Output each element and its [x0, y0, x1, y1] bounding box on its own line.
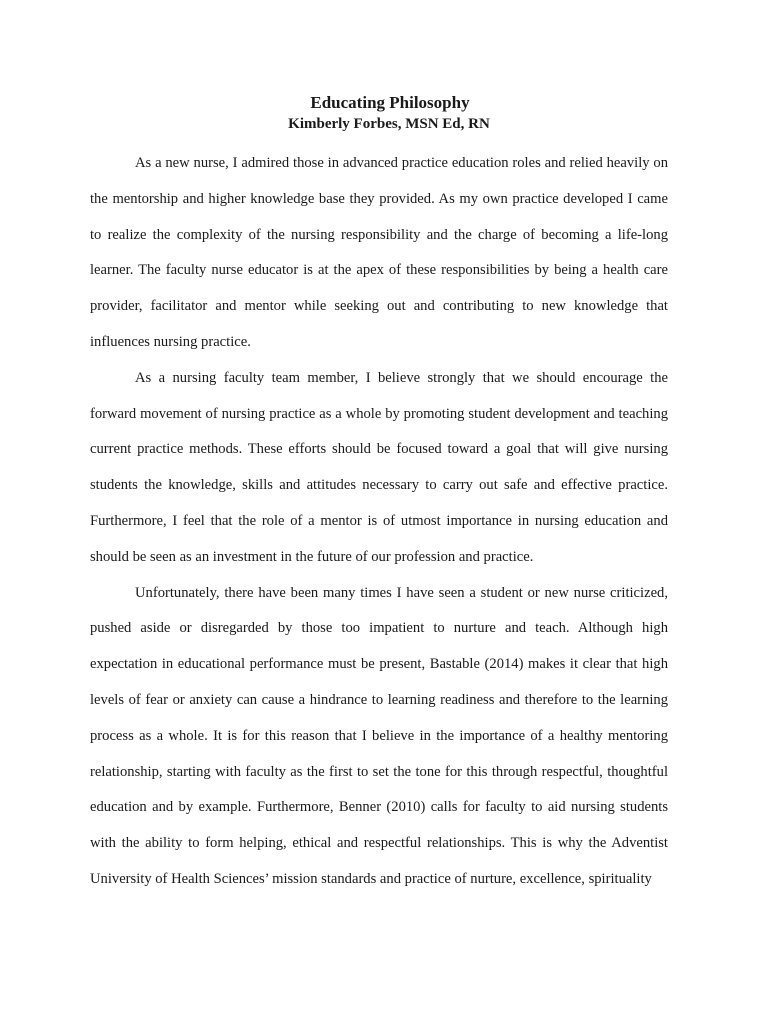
document-author: Kimberly Forbes, MSN Ed, RN	[288, 116, 490, 132]
document-body	[90, 146, 668, 898]
paragraph-1: As a new nurse, I admired those in advanced practice education roles and relied heavily on the mentorship and higher knowledge base they provided. As my own practice developed I came to realize the complexity of the nursing responsibility and the charge of becoming a life-long learner. The faculty nurse educator is at the apex of these responsibilities by being a health care provider, facilitator and mentor while seeking out and contributing to new knowledge that influences nursing practice.	[90, 155, 668, 350]
document-title: Educating Philosophy	[310, 93, 470, 112]
paragraph-2: As a nursing faculty team member, I believe strongly that we should encourage the forward movement of nursing practice as a whole by promoting student development and teaching current practice methods. These efforts should be focused toward a goal that will give nursing students the knowledge, skills and attitudes necessary to carry out safe and effective practice. Furthermore, I feel that the role of a mentor is of utmost importance in nursing education and should be seen as an investment in the future of our profession and practice.	[90, 369, 668, 565]
paragraph-3: Unfortunately, there have been many times I have seen a student or new nurse criticized, pushed aside or disregarded by those too impatient to nurture and teach. Although high expectation in educational performance must be present, Bastable (2014) makes it clear that high levels of fear or anxiety can cause a hindrance to learning readiness and therefore to the learning process as a whole. It is for this reason that I believe in the importance of a healthy mentoring relationship, starting with faculty as the first to set the tone for this through respectful, thoughtful education and by example. Furthermore, Benner (2010) calls for faculty to aid nursing students with the ability to form helping, ethical and respectful relationships. This is why the Adventist University of Health Sciences’ mission standards and practice of nurture, excellence, spirituality	[90, 584, 668, 887]
document-header	[0, 92, 768, 134]
